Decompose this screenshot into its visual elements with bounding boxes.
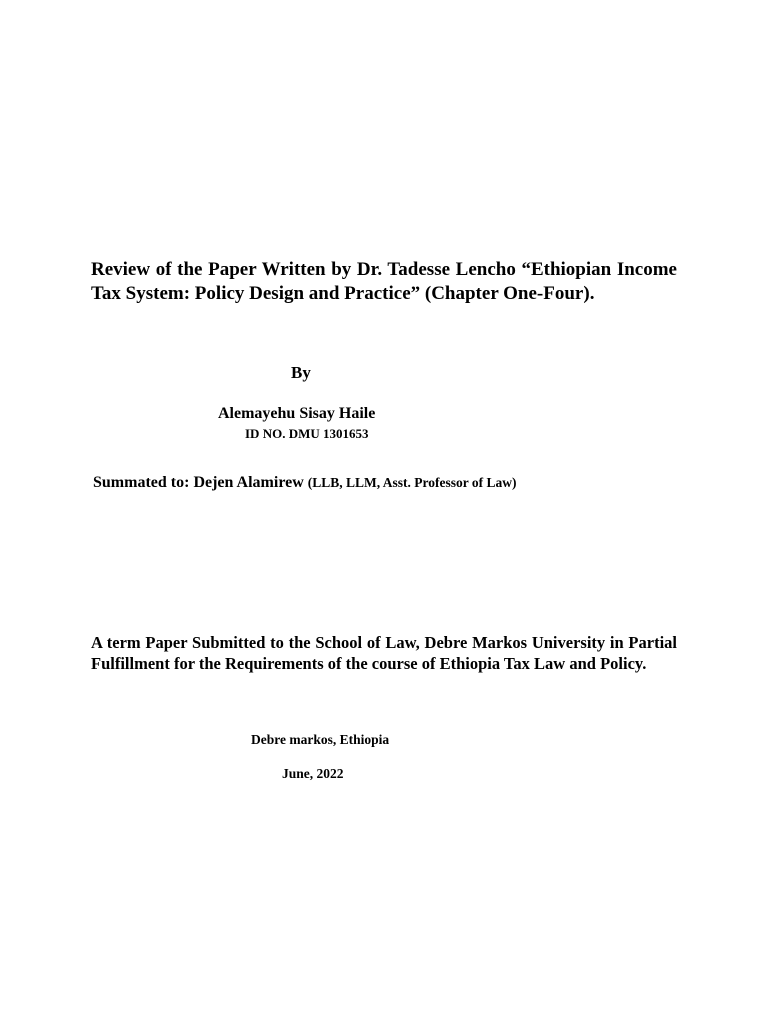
student-id: ID NO. DMU 1301653 <box>245 426 369 441</box>
submitted-to-credentials: (LLB, LLM, Asst. Professor of Law) <box>307 475 517 490</box>
author-name: Alemayehu Sisay Haile <box>218 405 376 422</box>
by-label: By <box>291 363 311 382</box>
term-paper-statement: A term Paper Submitted to the School of Law, Debre Markos University in Partial Fulfillment for the Requirements of the course of Ethiopia Tax Law and Policy. <box>91 633 677 673</box>
submitted-to-label: Summated to: Dejen Alamirew <box>93 474 304 491</box>
paper-title: Review of the Paper Written by Dr. Tadesse Lencho “Ethiopian Income Tax System: Policy Design and Practice” (Chapter One-Four). <box>91 259 677 304</box>
date: June, 2022 <box>282 766 344 781</box>
submitted-to-line <box>93 474 517 492</box>
place: Debre markos, Ethiopia <box>251 732 390 747</box>
